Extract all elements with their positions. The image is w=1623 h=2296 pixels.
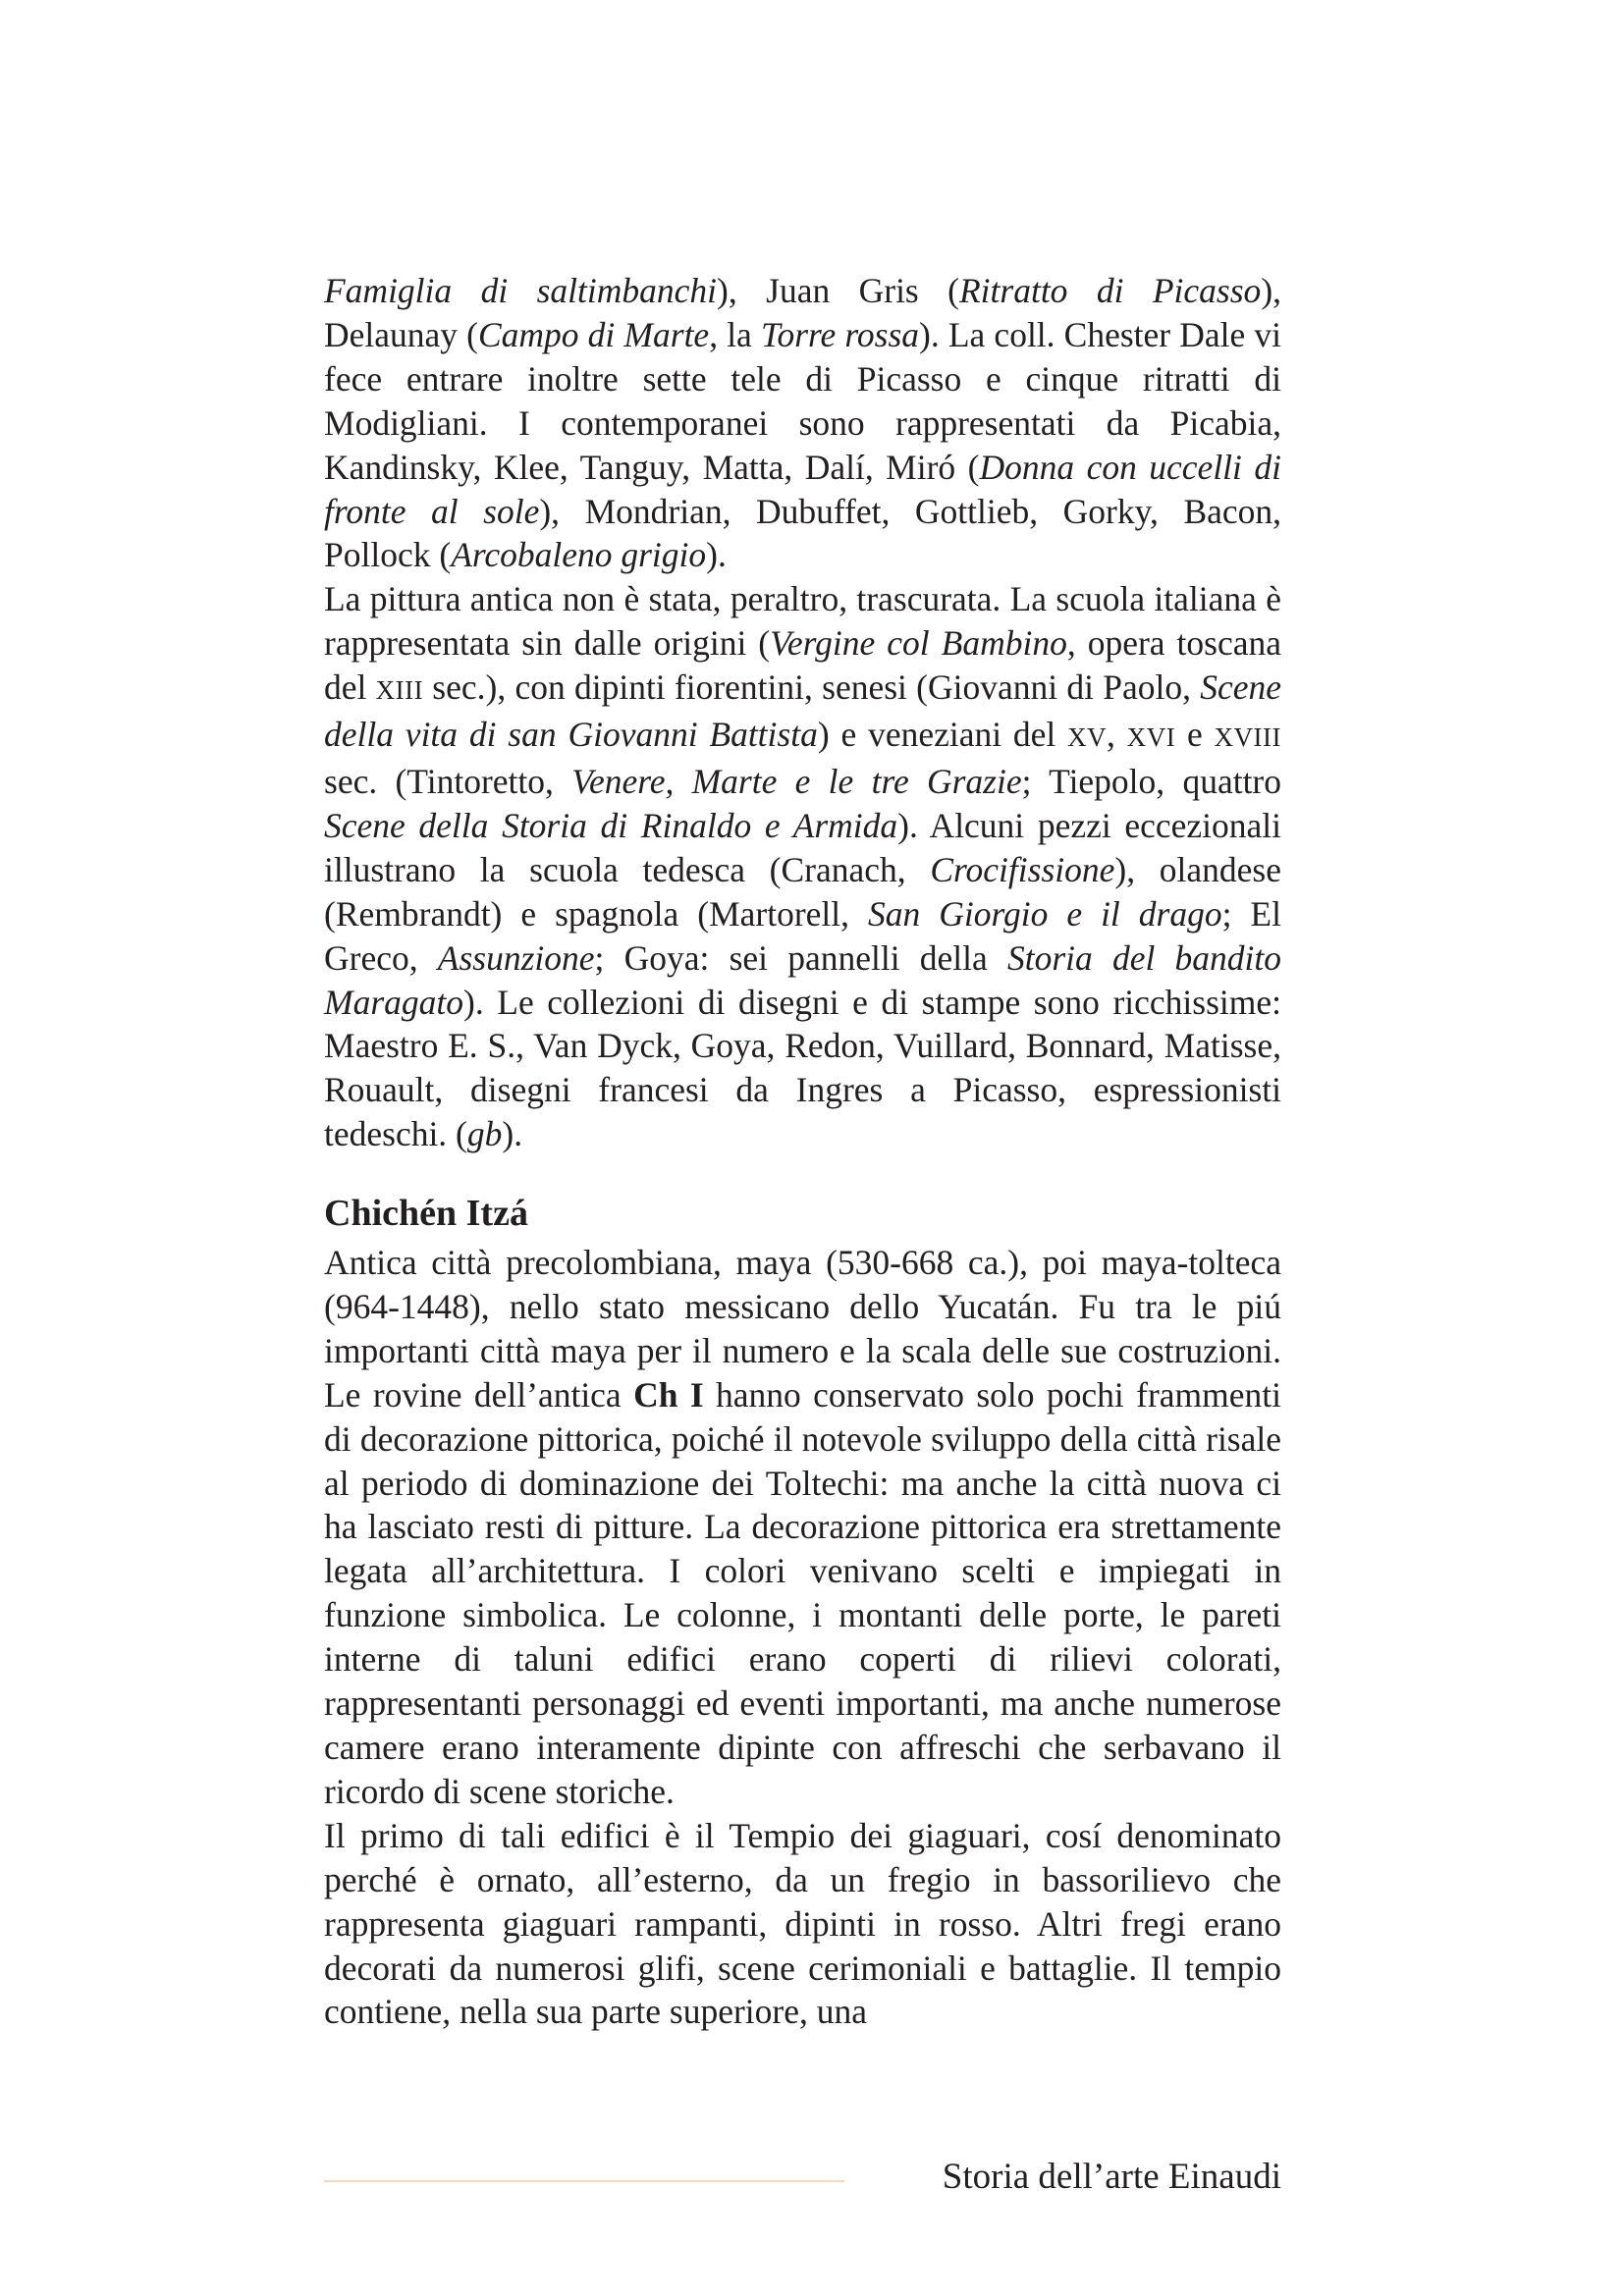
italic-title: Torre rossa: [760, 314, 920, 354]
body-text-section-1: [324, 269, 1281, 1156]
paragraph: [324, 577, 1281, 1156]
italic-title: Venere, Marte e le tre Grazie: [571, 761, 1022, 801]
paragraph: [324, 1814, 1281, 2035]
text-run: ).: [502, 1114, 523, 1154]
italic-title: Scene della Storia di Rinaldo e Armida: [324, 805, 898, 845]
text-run: ).: [706, 535, 727, 575]
text-run: ; Goya: sei pannelli della: [594, 937, 1007, 978]
italic-title: Vergine col Bambino: [770, 623, 1067, 664]
century-numeral: XVI: [1126, 722, 1176, 753]
bold-abbreviation: Ch I: [633, 1374, 704, 1415]
text-run: ; Tiepolo, quattro: [1021, 761, 1282, 801]
footer-title: Storia dell’arte Einaudi: [942, 2157, 1281, 2197]
body-text-section-2: [324, 1241, 1281, 2034]
italic-title: Assunzione: [437, 937, 595, 978]
italic-title: Crocifissione: [930, 849, 1115, 889]
text-run: , opera toscana del: [324, 623, 1281, 708]
paragraph: [324, 269, 1281, 577]
text-run: ), Juan Gris (: [717, 271, 959, 310]
text-run: ) e veneziani del: [817, 715, 1068, 755]
text-run: ), Delaunay (: [324, 271, 1282, 354]
footer-rule: [324, 2180, 844, 2182]
text-run: Il primo di tali edifici è il Tempio dei giaguari, cosí denominato perché è ornato, all’esterno, da un fregio in bassorilievo che rappresenta giaguari rampanti, dipinti in rosso. Altri fregi erano decorati da numerosi glifi, scene cerimoniali e battaglie. Il tempio contiene, nella sua parte superiore, una: [324, 1815, 1281, 2032]
text-run: ; El Greco,: [324, 893, 1281, 978]
text-run: , la: [709, 314, 761, 354]
italic-title: Donna con uccelli di fronte al sole: [324, 447, 1281, 531]
century-numeral: XVIII: [1214, 722, 1281, 753]
text-run: ). Alcuni pezzi eccezionali illustrano la scuola tedesca (Cranach,: [324, 805, 1282, 889]
text-run: e: [1175, 715, 1215, 755]
text-run: La pittura antica non è stata, peraltro, trascurata. La scuola italiana è rappresentata sin dalle origini (: [324, 579, 1281, 664]
italic-title: gb: [466, 1114, 503, 1154]
text-run: ,: [1107, 715, 1127, 755]
italic-title: Scene della vita di san Giovanni Battista: [324, 667, 1281, 755]
text-run: ), Mondrian, Dubuffet, Gottlieb, Gorky, Bacon, Pollock (: [324, 491, 1282, 575]
paragraph: [324, 1241, 1281, 1814]
italic-title: San Giorgio e il drago: [868, 893, 1222, 934]
text-run: ), olandese (Rembrandt) e spagnola (Martorell,: [324, 849, 1281, 934]
text-run: ). La coll. Chester Dale vi fece entrare inoltre sette tele di Picasso e cinque ritratti di Modigliani. I contemporanei sono rappresentati da Picabia, Kandinsky, Klee, Tanguy, Matta, Dalí, Miró (: [324, 314, 1282, 487]
italic-title: Campo di Marte: [477, 314, 710, 354]
italic-title: Storia del bandito Maragato: [324, 937, 1281, 1022]
text-run: ). Le collezioni di disegni e di stampe sono ricchissime: Maestro E. S., Van Dyck, Goya, Redon, Vuillard, Bonnard, Matisse, Rouault, disegni francesi da Ingres a Picasso, espressionisti tedeschi. (: [324, 982, 1281, 1154]
century-numeral: XV: [1067, 722, 1108, 753]
italic-title: Ritratto di Picasso: [958, 271, 1262, 310]
text-run: hanno conservato solo pochi frammenti di decorazione pittorica, poiché il notevole sviluppo della città risale al periodo di dominazione dei Toltechi: ma anche la città nuova ci ha lasciato resti di pitture. La decorazione pittorica era strettamente legata all’architettura. I colori venivano scelti e impiegati in funzione simbolica. Le colonne, i montanti delle porte, le pareti interne di taluni edifici erano coperti di rilievi colorati, rappresentanti personaggi ed eventi importanti, ma anche numerose camere erano interamente dipinte con affreschi che serbavano il ricordo di scene storiche.: [324, 1374, 1281, 1811]
text-run: Antica città precolombiana, maya (530-668 ca.), poi maya-tolteca (964-1448), nello stato messicano dello Yucatán. Fu tra le piú importanti città maya per il numero e la scala delle sue costruzioni. Le rovine dell’antica: [324, 1243, 1281, 1415]
italic-title: Arcobaleno grigio: [451, 535, 707, 575]
entry-heading: Chichén Itzá: [324, 1193, 528, 1234]
italic-title: Famiglia di saltimbanchi: [324, 271, 718, 310]
text-run: sec.), con dipinti fiorentini, senesi (Giovanni di Paolo,: [423, 667, 1201, 708]
century-numeral: XIII: [375, 675, 424, 706]
text-run: sec. (Tintoretto,: [324, 761, 572, 801]
